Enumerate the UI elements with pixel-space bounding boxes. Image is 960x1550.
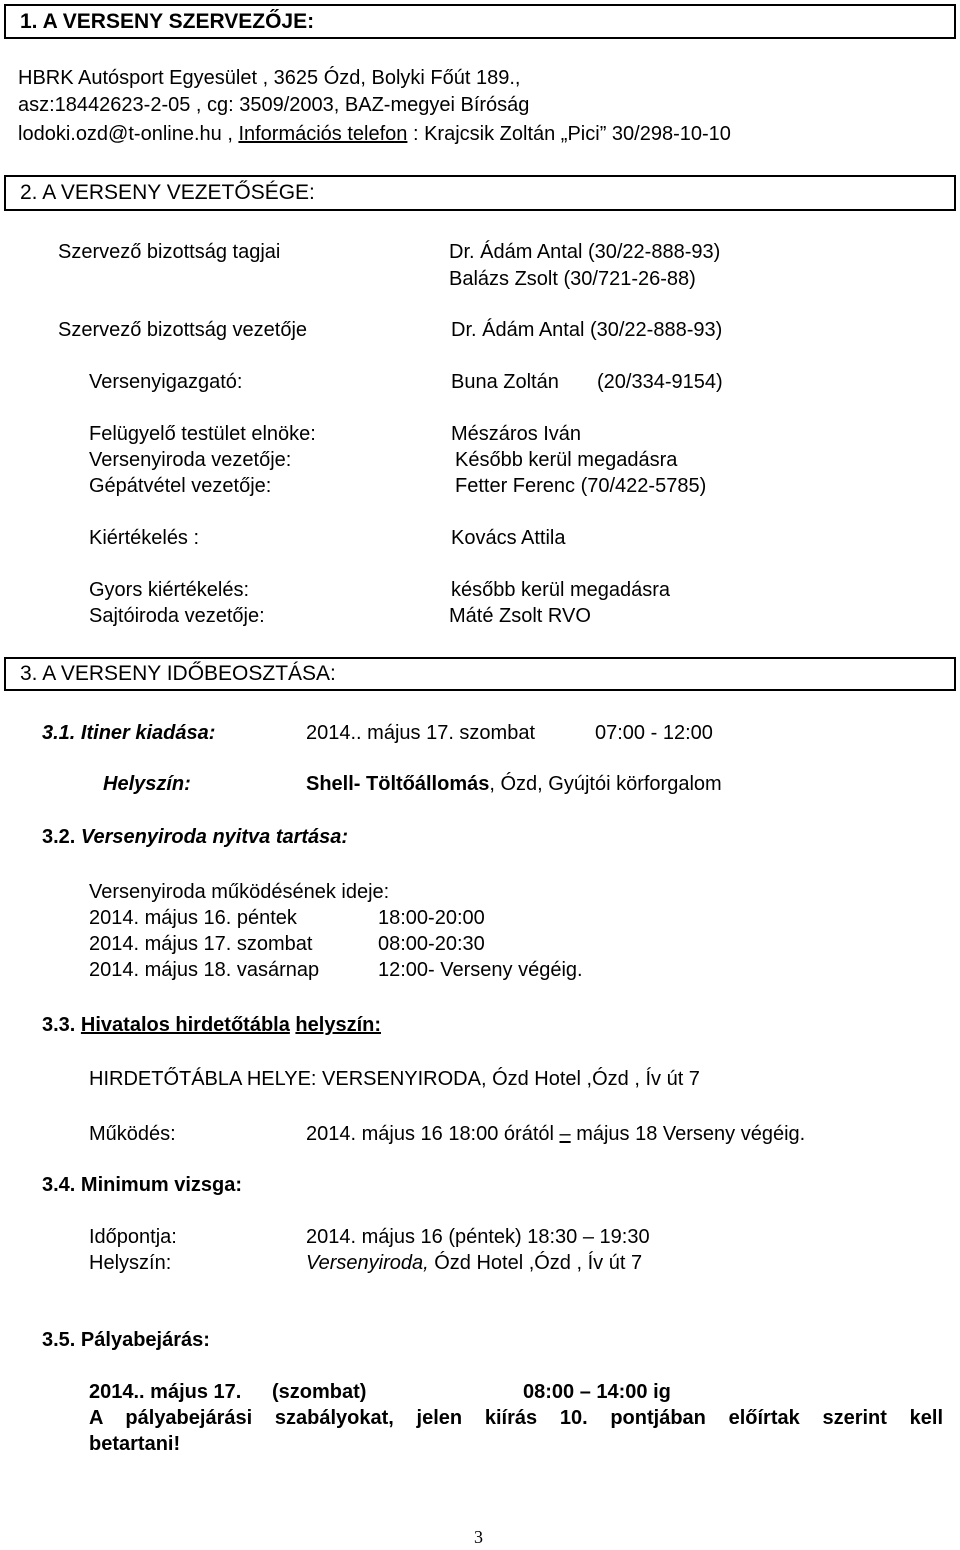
minimum-exam-time-label: Időpontja: [89, 1226, 177, 1248]
office-hours-intro: Versenyiroda működésének ideje: [89, 881, 390, 903]
scrutineering-label: Gépátvétel vezetője: [89, 475, 272, 497]
itinerary-date: 2014.. május 17. szombat [306, 722, 536, 744]
section-1-title-box [4, 4, 956, 39]
recce-rule-line-1: A pályabejárási szabályokat, jelen kiírás 10. pontjában előírtak szerint kell [89, 1407, 943, 1429]
itinerary-place-rest: , Ózd, Gyújtói körforgalom [489, 773, 722, 795]
recce-heading [42, 1330, 210, 1350]
itinerary-heading: 3.1. Itiner kiadása: [42, 722, 216, 744]
notice-board-heading [42, 1015, 381, 1035]
office-hours-row-3-time: 12:00- Verseny végéig. [378, 959, 583, 981]
office-head-value: Később kerül megadásra [455, 449, 678, 471]
section-2-title-box [4, 175, 956, 211]
recce-date: 2014.. május 17. [89, 1381, 242, 1403]
notice-board-operation [306, 1124, 805, 1144]
section-1-title: 1. A VERSENY SZERVEZŐJE: [20, 10, 315, 33]
itinerary-place-station: Shell- Töltőállomás [306, 773, 490, 795]
recce-time: 08:00 – 14:00 ig [523, 1381, 671, 1403]
office-hours-heading [42, 827, 348, 847]
quick-results-label: Gyors kiértékelés: [89, 579, 250, 601]
notice-board-title-a: Hivatalos hirdetőtábla [80, 1014, 290, 1036]
committee-member-2: Balázs Zsolt (30/721-26-88) [449, 268, 696, 290]
organizer-line-1: HBRK Autósport Egyesület , 3625 Ózd, Bolyki Főút 189., [18, 67, 521, 89]
office-hours-number: 3.2. [42, 826, 76, 848]
section-3-title: 3. A VERSENY IDŐBEOSZTÁSA: [20, 662, 336, 685]
info-phone-rest: : Krajcsik Zoltán „Pici” 30/298-10-10 [407, 123, 731, 145]
committee-head: Dr. Ádám Antal (30/22-888-93) [451, 319, 723, 341]
recce-rule-line-2: betartani! [89, 1433, 181, 1455]
director-name: Buna Zoltán [451, 371, 559, 393]
itinerary-place-label: Helyszín: [103, 773, 191, 795]
section-2-title: 2. A VERSENY VEZETŐSÉGE: [20, 181, 315, 204]
press-value: Máté Zsolt RVO [449, 605, 591, 627]
itinerary-place [306, 774, 722, 794]
notice-board-number: 3.3. [42, 1014, 76, 1036]
minimum-exam-title: Minimum vizsga: [80, 1174, 243, 1196]
office-hours-title: Versenyiroda nyitva tartása: [80, 826, 349, 848]
notice-board-location: HIRDETŐTÁBLA HELYE: VERSENYIRODA, Ózd Hotel ,Ózd , Ív út 7 [89, 1068, 700, 1090]
organizer-line-2: asz:18442623-2-05 , cg: 3509/2003, BAZ-megyei Bíróság [18, 94, 530, 116]
minimum-exam-heading [42, 1175, 242, 1195]
director-label: Versenyigazgató: [89, 371, 243, 393]
office-hours-row-1-date: 2014. május 16. péntek [89, 907, 297, 929]
office-hours-row-2-date: 2014. május 17. szombat [89, 933, 313, 955]
recce-title: Pályabejárás: [80, 1329, 210, 1351]
results-value: Kovács Attila [451, 527, 566, 549]
page-number: 3 [474, 1527, 483, 1547]
supervisor-label: Felügyelő testület elnöke: [89, 423, 316, 445]
operation-start: 2014. május 16 18:00 órától [306, 1123, 554, 1145]
quick-results-value: később kerül megadásra [451, 579, 671, 601]
minimum-exam-place [306, 1253, 642, 1273]
minimum-exam-place-rest: Ózd Hotel ,Ózd , Ív út 7 [428, 1252, 643, 1274]
supervisor-value: Mészáros Iván [451, 423, 582, 445]
minimum-exam-place-label: Helyszín: [89, 1252, 172, 1274]
director-phone: (20/334-9154) [597, 371, 723, 393]
office-head-label: Versenyiroda vezetője: [89, 449, 292, 471]
recce-day: (szombat) [272, 1381, 367, 1403]
operation-end: május 18 Verseny végéig. [576, 1123, 806, 1145]
office-hours-row-2-time: 08:00-20:30 [378, 933, 485, 955]
scrutineering-value: Fetter Ferenc (70/422-5785) [455, 475, 707, 497]
committee-members-label: Szervező bizottság tagjai [58, 241, 281, 263]
results-label: Kiértékelés : [89, 527, 200, 549]
committee-head-label: Szervező bizottság vezetője [58, 319, 308, 341]
itinerary-time: 07:00 - 12:00 [595, 722, 713, 744]
info-phone-link[interactable]: Információs telefon [238, 123, 408, 145]
press-label: Sajtóiroda vezetője: [89, 605, 265, 627]
organizer-email-link[interactable]: lodoki.ozd@t-online.hu [18, 123, 222, 145]
notice-board-operation-label: Működés: [89, 1123, 176, 1145]
organizer-contact-line [18, 124, 731, 144]
section-3-title-box [4, 657, 956, 691]
office-hours-row-3-date: 2014. május 18. vasárnap [89, 959, 320, 981]
notice-board-title-b: helyszín: [295, 1014, 381, 1036]
minimum-exam-place-office: Versenyiroda, [306, 1252, 429, 1274]
recce-number: 3.5. [42, 1329, 76, 1351]
separator: , [221, 123, 239, 145]
office-hours-row-1-time: 18:00-20:00 [378, 907, 485, 929]
operation-dash: – [559, 1123, 571, 1145]
minimum-exam-number: 3.4. [42, 1174, 76, 1196]
minimum-exam-time: 2014. május 16 (péntek) 18:30 – 19:30 [306, 1226, 650, 1248]
committee-member-1: Dr. Ádám Antal (30/22-888-93) [449, 241, 721, 263]
